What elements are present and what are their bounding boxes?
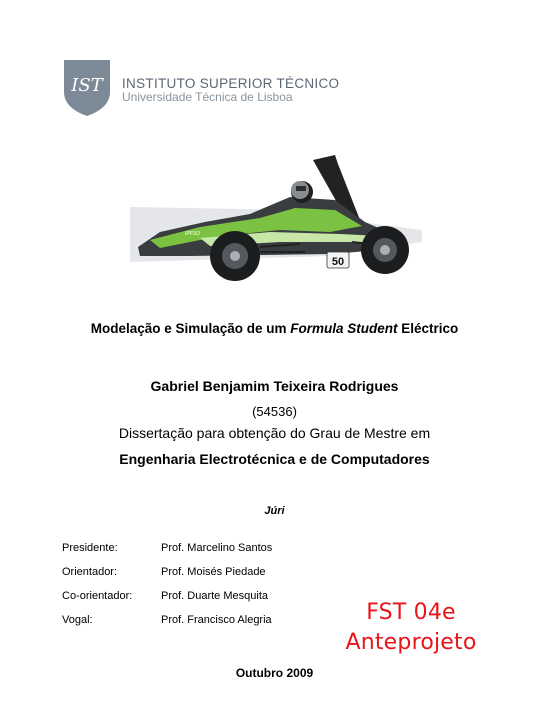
thesis-title-prefix: Modelação e Simulação de um	[90, 321, 291, 336]
degree-program: Engenharia Electrotécnica e de Computadores	[119, 451, 430, 467]
jury-role: Orientador:	[62, 566, 118, 578]
degree-statement: Dissertação para obtenção do Grau de Mestre em	[118, 425, 431, 441]
ist-logo	[62, 58, 112, 118]
jury-member-name: Prof. Marcelino Santos	[161, 542, 273, 554]
jury-member-name: Prof. Francisco Alegria	[161, 614, 272, 626]
red-annotation	[335, 598, 487, 658]
jury-heading: Júri	[264, 505, 285, 517]
car-number: 50	[331, 256, 345, 268]
formula-student-car-image	[130, 152, 422, 284]
thesis-title	[0, 321, 549, 336]
jury-role: Co-orientador:	[62, 590, 133, 602]
jury-role: Presidente:	[62, 542, 118, 554]
jury-member-name: Prof. Duarte Mesquita	[161, 590, 268, 602]
student-number: (54536)	[252, 404, 297, 419]
thesis-title-emphasis: Formula Student	[290, 321, 398, 336]
jury-role: Vogal:	[62, 614, 93, 626]
author-name: Gabriel Benjamim Teixeira Rodrigues	[150, 378, 399, 394]
annotation-line-1: FST 04e	[366, 600, 456, 625]
institution-name: INSTITUTO SUPERIOR TÉCNICO	[122, 76, 340, 91]
front-wheel	[210, 231, 260, 281]
thesis-title-suffix: Eléctrico	[397, 321, 459, 336]
car-logo-text: IPFSO	[185, 231, 201, 237]
rear-wheel	[361, 226, 409, 274]
submission-date: Outubro 2009	[235, 666, 314, 680]
jury-member-name: Prof. Moisés Piedade	[161, 566, 266, 578]
ist-logo-text: IST	[71, 75, 103, 96]
university-name: Universidade Técnica de Lisboa	[122, 90, 293, 104]
annotation-line-2: Anteprojeto	[345, 630, 477, 655]
